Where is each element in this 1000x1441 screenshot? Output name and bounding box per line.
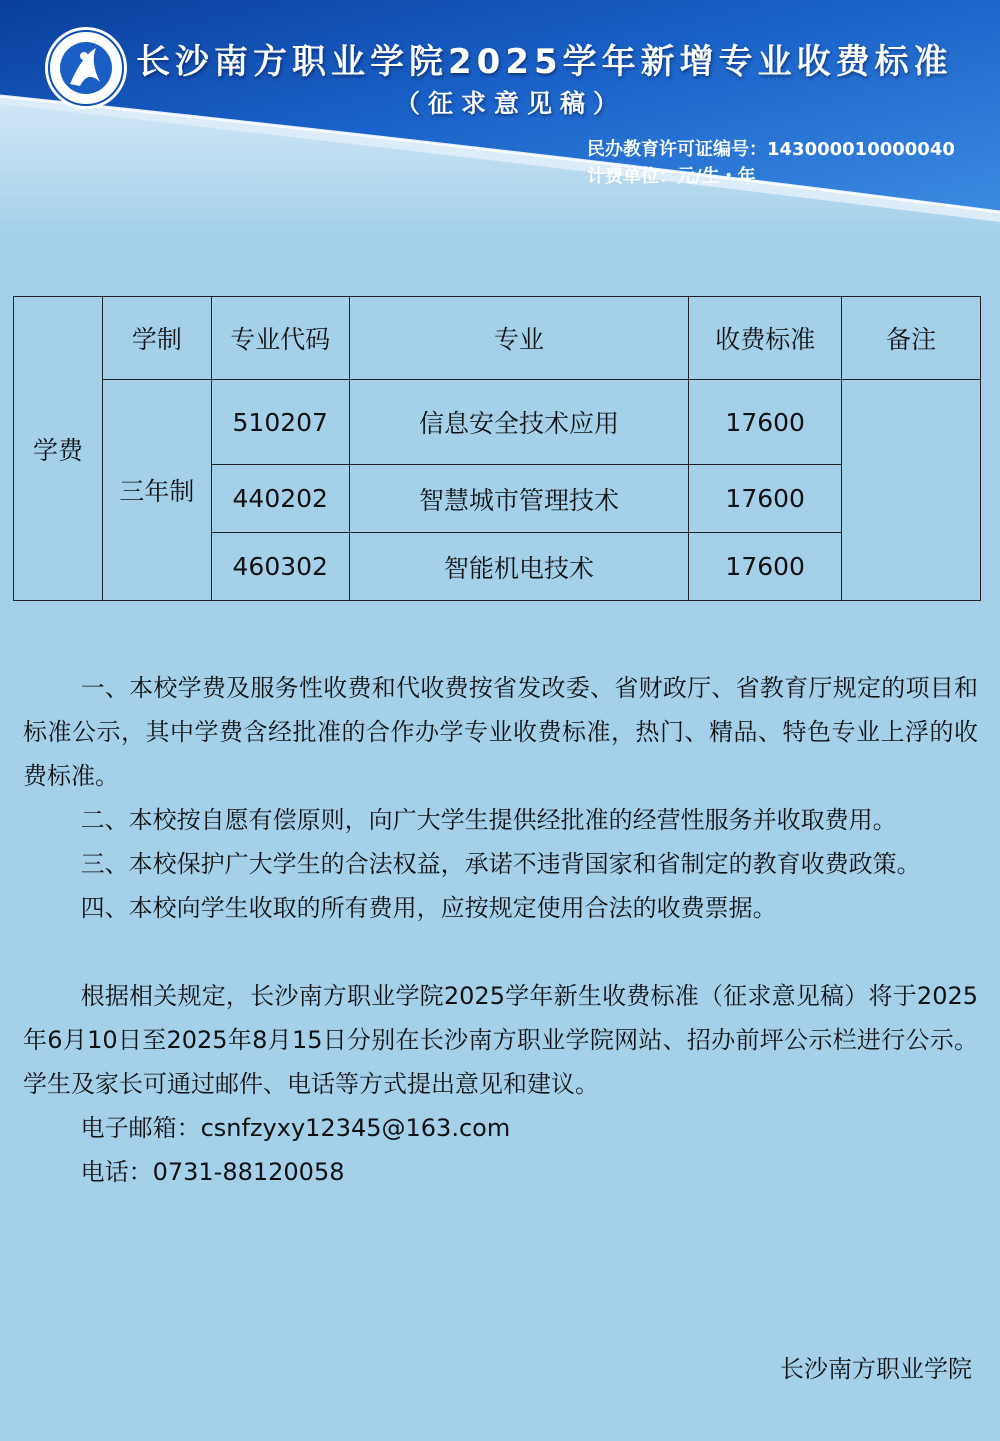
code-cell: 460302: [211, 533, 349, 601]
major-cell: 信息安全技术应用: [349, 380, 689, 465]
table-row: [14, 380, 981, 465]
contact-phone: 电话：0731-88120058: [80, 1158, 345, 1186]
header-code: 专业代码: [211, 297, 349, 380]
license-number: 民办教育许可证编号：143000010000040: [587, 139, 955, 160]
fee-cell: 17600: [689, 533, 842, 601]
code-cell: 510207: [211, 380, 349, 465]
duration-cell: 三年制: [102, 380, 211, 601]
header-major: 专业: [349, 297, 689, 380]
code-cell: 440202: [211, 465, 349, 533]
header-banner: [0, 0, 1000, 236]
header-duration: 学制: [102, 297, 211, 380]
page-title: 长沙南方职业学院2025学年新增专业收费标准: [136, 42, 953, 82]
header-fee: 收费标准: [689, 297, 842, 380]
note-item-2: 二、本校按自愿有偿原则，向广大学生提供经批准的经营性服务并收取费用。: [80, 806, 897, 834]
announcement-text: 根据相关规定，长沙南方职业学院2025学年新生收费标准（征求意见稿）将于2025年6月10日至2025年8月15日分别在长沙南方职业学院网站、招办前坪公示栏进行公示。学生及家长可通过邮件、电话等方式提出意见和建议。: [23, 982, 978, 1098]
major-cell: 智慧城市管理技术: [349, 465, 689, 533]
notes-section: [23, 666, 978, 1194]
major-cell: 智能机电技术: [349, 533, 689, 601]
table-header-row: [14, 297, 981, 380]
signature: 长沙南方职业学院: [780, 1355, 972, 1383]
school-emblem-icon: [44, 26, 128, 110]
spacer: [23, 930, 978, 974]
note-item-4: 四、本校向学生收取的所有费用，应按规定使用合法的收费票据。: [80, 894, 777, 922]
note-cell: [842, 380, 981, 601]
fee-category-cell: 学费: [14, 297, 103, 601]
note-item-3: 三、本校保护广大学生的合法权益，承诺不违背国家和省制定的教育收费政策。: [80, 850, 921, 878]
page-subtitle: （征求意见稿）: [395, 89, 627, 118]
contact-email: 电子邮箱：csnfzyxy12345@163.com: [80, 1114, 511, 1142]
header-note: 备注: [842, 297, 981, 380]
note-item-1: 一、本校学费及服务性收费和代收费按省发改委、省财政厅、省教育厅规定的项目和标准公示，其中学费含经批准的合作办学专业收费标准，热门、精品、特色专业上浮的收费标准。: [23, 674, 978, 790]
billing-unit: 计费单位：元/生・年: [587, 166, 756, 187]
fee-cell: 17600: [689, 380, 842, 465]
fee-cell: 17600: [689, 465, 842, 533]
fee-table: [13, 296, 981, 601]
